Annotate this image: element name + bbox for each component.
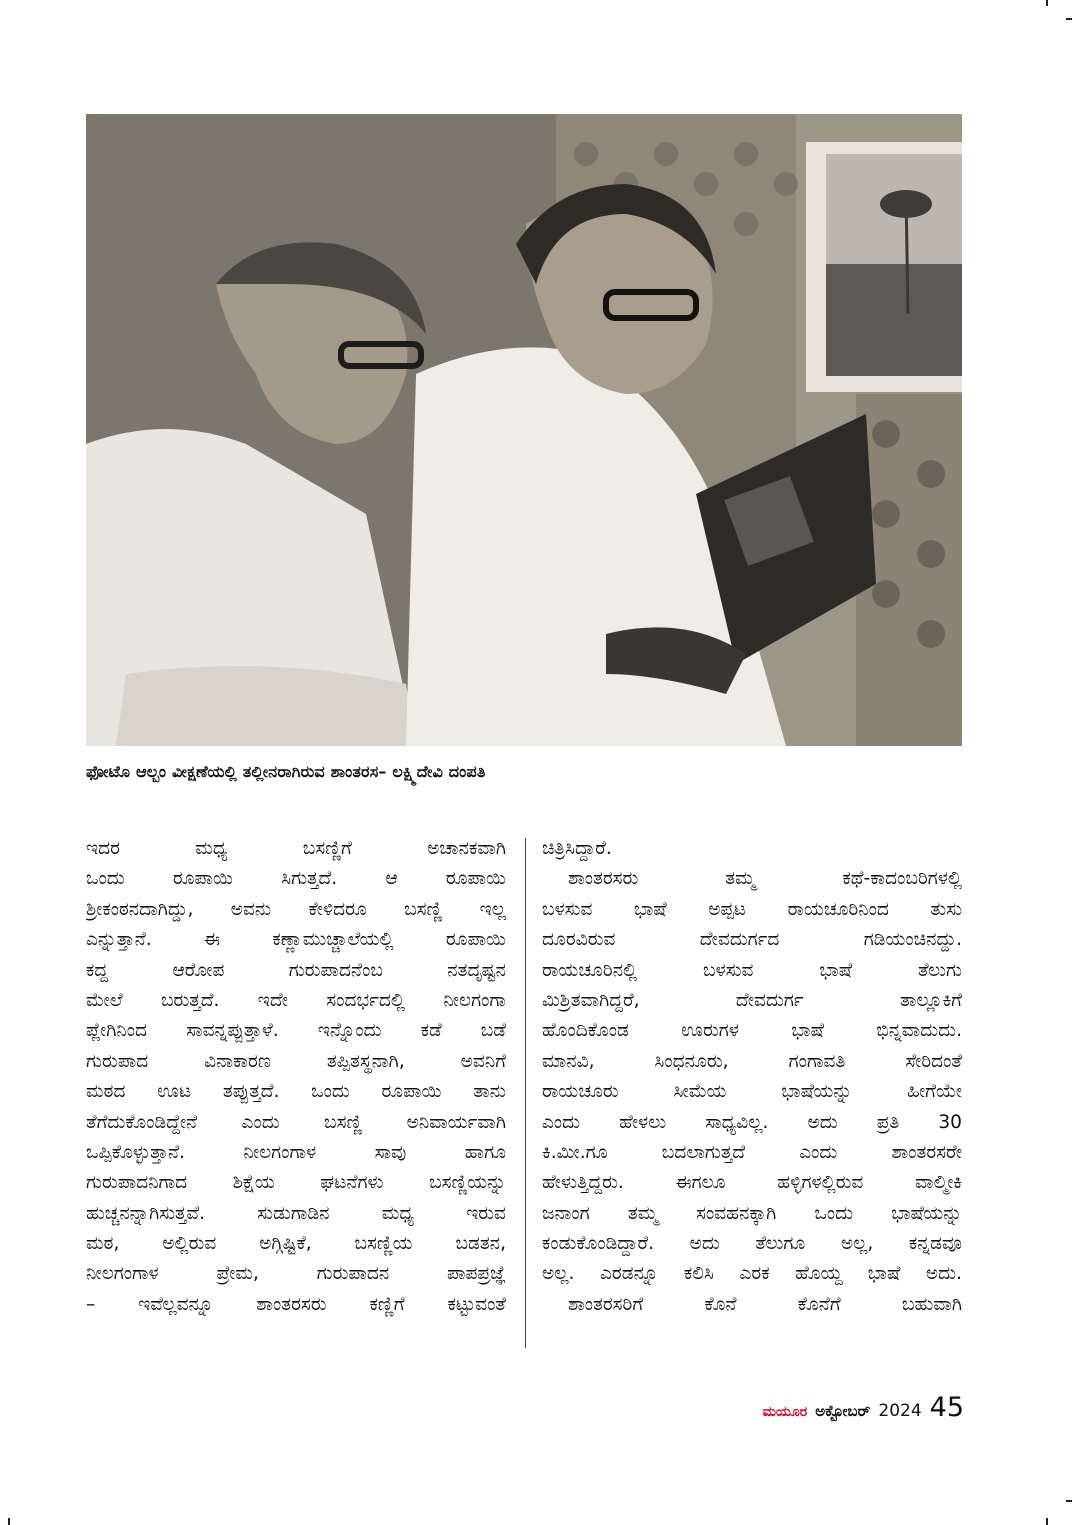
text-line: – ಇವೆಲ್ಲವನ್ನೂ ಶಾಂತರಸರು ಕಣ್ಣಿಗೆ ಕಟ್ಟುವಂತೆ bbox=[86, 1293, 506, 1315]
text-line: ಶ್ರೀಕಂಠನದಾಗಿದ್ದು, ಅವನು ಕೇಳಿದರೂ ಬಸಣ್ಣಿ ಇಲ್ಲ bbox=[86, 898, 506, 920]
text-line: ಶಾಂತರಸರಿಗೆ ಕೊನೆ ಕೊನೆಗೆ ಬಹುವಾಗಿ bbox=[568, 1293, 962, 1315]
right-column bbox=[542, 834, 962, 1320]
column-divider bbox=[525, 838, 526, 1348]
text-line: ಹೊಂದಿಕೊಂಡ ಊರುಗಳ ಭಾಷೆ ಭಿನ್ನವಾದುದು. bbox=[542, 1020, 962, 1042]
issue-year: 2024 bbox=[878, 1401, 922, 1421]
text-line: ಕಿ.ಮೀ.ಗೂ ಬದಲಾಗುತ್ತದೆ ಎಂದು ಶಾಂತರಸರೇ bbox=[542, 1141, 962, 1163]
text-line: ಹುಚ್ಚನನ್ನಾಗಿಸುತ್ತವೆ. ಸುಡುಗಾಡಿನ ಮಧ್ಯ ಇರುವ bbox=[86, 1202, 506, 1224]
page-footer bbox=[763, 1392, 964, 1423]
crop-mark bbox=[1066, 18, 1072, 20]
text-line: ಹೇಳುತ್ತಿದ್ದರು. ಈಗಲೂ ಹಳ್ಳಿಗಳಲ್ಲಿರುವ ವಾಲ್ಮೀಕಿ bbox=[542, 1172, 962, 1194]
text-line: ಕದ್ದ ಆರೋಪ ಗುರುಪಾದನೆಂಬ ನತದೃಷ್ಟನ bbox=[86, 959, 506, 981]
text-line: ಕಂಡುಕೊಂಡಿದ್ದಾರೆ. ಅದು ತೆಲುಗೂ ಅಲ್ಲ, ಕನ್ನಡವೂ bbox=[542, 1233, 962, 1255]
text-line: ಬಳಸುವ ಭಾಷೆ ಅಪ್ಪಟ ರಾಯಚೂರಿನಿಂದ ತುಸು bbox=[542, 898, 962, 920]
crop-mark bbox=[8, 1518, 10, 1525]
left-column bbox=[86, 834, 506, 1320]
text-line: ಅಲ್ಲ. ಎರಡನ್ನೂ ಕಲಿಸಿ ಎರಕ ಹೊಯ್ದ ಭಾಷೆ ಅದು. bbox=[542, 1263, 962, 1285]
text-line: ಮಠ, ಅಲ್ಲಿರುವ ಅಗ್ಗಿಷ್ಟಿಕೆ, ಬಸಣ್ಣಿಯ ಬಡತನ, bbox=[86, 1233, 506, 1255]
text-line: ದೂರವಿರುವ ದೇವದುರ್ಗದ ಗಡಿಯಂಚಿನದ್ದು. bbox=[542, 929, 962, 951]
issue-month: ಅಕ್ಟೋಬರ್ bbox=[815, 1402, 871, 1420]
text-line: ಎನ್ನುತ್ತಾನೆ. ಈ ಕಣ್ಣಾಮುಚ್ಚಾಲೆಯಲ್ಲಿ ರೂಪಾಯಿ bbox=[86, 929, 506, 951]
text-line: ಎಂದು ಹೇಳಲು ಸಾಧ್ಯವಿಲ್ಲ. ಅದು ಪ್ರತಿ 30 bbox=[542, 1111, 962, 1133]
magazine-logo: ಮಯೂರ bbox=[762, 1404, 808, 1420]
text-line: ಮೇಲೆ ಬರುತ್ತದೆ. ಇದೇ ಸಂದರ್ಭದಲ್ಲಿ ನೀಲಗಂಗಾ bbox=[86, 989, 506, 1011]
photo-caption: ಫೋಟೊ ಆಲ್ಬಂ ವೀಕ್ಷಣೆಯಲ್ಲಿ ತಲ್ಲೀನರಾಗಿರುವ ಶಾಂತರಸ– ಲಕ್ಷ್ಮಿದೇವಿ ದಂಪತಿ bbox=[86, 762, 486, 781]
page-number: 45 bbox=[929, 1392, 964, 1423]
text-line: ಒಂದು ರೂಪಾಯಿ ಸಿಗುತ್ತದೆ. ಆ ರೂಪಾಯಿ bbox=[86, 868, 506, 890]
text-line: ನೀಲಗಂಗಾಳ ಪ್ರೇಮ, ಗುರುಪಾದನ ಪಾಪಪ್ರಜ್ಞೆ bbox=[86, 1263, 506, 1285]
text-line: ಇದರ ಮಧ್ಯ ಬಸಣ್ಣಿಗೆ ಅಚಾನಕವಾಗಿ bbox=[86, 838, 506, 859]
photo bbox=[86, 114, 962, 746]
text-line: ಪ್ಲೇಗಿನಿಂದ ಸಾವನ್ನಪ್ಪುತ್ತಾಳೆ. ಇನ್ನೊಂದು ಕಡೆ ಬಡೆ bbox=[86, 1020, 506, 1042]
text-line: ಚಿತ್ರಿಸಿದ್ದಾರೆ. bbox=[542, 838, 612, 859]
crop-mark bbox=[1046, 1518, 1048, 1525]
crop-mark bbox=[1046, 0, 1048, 6]
text-line: ಜನಾಂಗ ತಮ್ಮ ಸಂವಹನಕ್ಕಾಗಿ ಒಂದು ಭಾಷೆಯನ್ನು bbox=[542, 1202, 962, 1224]
text-line: ಮಾನವಿ, ಸಿಂಧನೂರು, ಗಂಗಾವತಿ ಸೇರಿದಂತೆ bbox=[542, 1050, 962, 1072]
photo-illustration bbox=[86, 114, 962, 746]
text-line: ಶಾಂತರಸರು ತಮ್ಮ ಕಥೆ-ಕಾದಂಬರಿಗಳಲ್ಲಿ bbox=[568, 868, 962, 890]
text-line: ರಾಯಚೂರು ಸೀಮೆಯ ಭಾಷೆಯನ್ನು ಹೀಗೆಯೇ bbox=[542, 1081, 962, 1103]
text-line: ಗುರುಪಾದ ವಿನಾಕಾರಣ ತಪ್ಪಿತಸ್ಥನಾಗಿ, ಅವನಿಗೆ bbox=[86, 1050, 506, 1072]
crop-mark bbox=[1066, 1500, 1072, 1502]
text-line: ರಾಯಚೂರಿನಲ್ಲಿ ಬಳಸುವ ಭಾಷೆ ತೆಲುಗು bbox=[542, 959, 962, 981]
text-line: ಮಿಶ್ರಿತವಾಗಿದ್ದರೆ, ದೇವದುರ್ಗ ತಾಲ್ಲೂಕಿಗೆ bbox=[542, 989, 962, 1011]
text-line: ಗುರುಪಾದನಿಗಾದ ಶಿಕ್ಷೆಯ ಘಟನೆಗಳು ಬಸಣ್ಣಿಯನ್ನು bbox=[86, 1172, 506, 1194]
text-line: ತೆಗೆದುಕೊಂಡಿದ್ದೇನೆ ಎಂದು ಬಸಣ್ಣಿ ಅನಿವಾರ್ಯವಾಗಿ bbox=[86, 1111, 506, 1133]
text-line: ಒಪ್ಪಿಕೊಳ್ಳುತ್ತಾನೆ. ನೀಲಗಂಗಾಳ ಸಾವು ಹಾಗೂ bbox=[86, 1141, 506, 1163]
text-line: ಮಠದ ಊಟ ತಪ್ಪುತ್ತದೆ. ಒಂದು ರೂಪಾಯಿ ತಾನು bbox=[86, 1081, 506, 1103]
